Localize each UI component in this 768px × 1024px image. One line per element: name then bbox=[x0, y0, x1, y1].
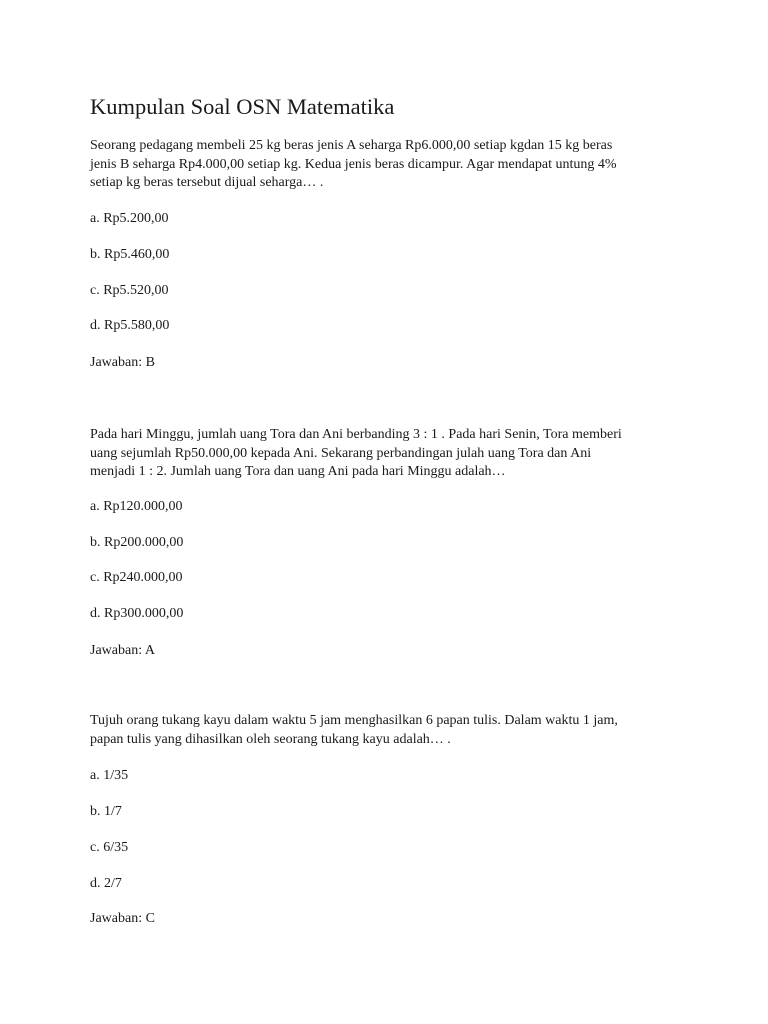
question-2 bbox=[90, 426, 690, 658]
option-c: c. Rp5.520,00 bbox=[90, 283, 169, 298]
answer-text: Jawaban: C bbox=[90, 911, 155, 926]
stem-line: Tujuh orang tukang kayu dalam waktu 5 jam menghasilkan 6 papan tulis. Dalam waktu 1 jam, bbox=[90, 713, 618, 728]
stem-line: uang sejumlah Rp50.000,00 kepada Ani. Sekarang perbandingan julah uang Tora dan Ani bbox=[90, 445, 592, 461]
option-a: a. 1/35 bbox=[90, 768, 129, 783]
stem-line: jenis B seharga Rp4.000,00 setiap kg. Kedua jenis beras dicampur. Agar mendapat untung 4% bbox=[90, 156, 617, 172]
stem-line: Seorang pedagang membeli 25 kg beras jenis A seharga Rp6.000,00 setiap kgdan 15 kg beras bbox=[90, 138, 613, 153]
option-b: b. Rp200.000,00 bbox=[90, 535, 184, 550]
option-d: d. Rp5.580,00 bbox=[90, 318, 170, 333]
question-stem bbox=[90, 426, 690, 482]
document-title: Kumpulan Soal OSN Matematika bbox=[90, 94, 395, 119]
stem-line: menjadi 1 : 2. Jumlah uang Tora dan uang Ani pada hari Minggu adalah… bbox=[90, 464, 506, 479]
option-a: a. Rp5.200,00 bbox=[90, 211, 169, 226]
question-stem bbox=[90, 137, 690, 193]
option-b: b. 1/7 bbox=[90, 804, 122, 819]
stem-line: Pada hari Minggu, jumlah uang Tora dan Ani berbanding 3 : 1 . Pada hari Senin, Tora memberi bbox=[90, 427, 622, 442]
answer-text: Jawaban: A bbox=[90, 643, 155, 658]
option-c: c. Rp240.000,00 bbox=[90, 570, 183, 585]
question-3 bbox=[90, 712, 690, 926]
option-d: d. 2/7 bbox=[90, 876, 122, 891]
question-1 bbox=[90, 137, 690, 370]
stem-line: papan tulis yang dihasilkan oleh seorang tukang kayu adalah… . bbox=[90, 731, 451, 747]
question-stem bbox=[90, 712, 690, 749]
option-c: c. 6/35 bbox=[90, 840, 129, 855]
option-b: b. Rp5.460,00 bbox=[90, 247, 170, 262]
option-a: a. Rp120.000,00 bbox=[90, 499, 183, 514]
answer-text: Jawaban: B bbox=[90, 355, 155, 370]
option-d: d. Rp300.000,00 bbox=[90, 606, 184, 621]
stem-line: setiap kg beras tersebut dijual seharga… . bbox=[90, 175, 324, 190]
